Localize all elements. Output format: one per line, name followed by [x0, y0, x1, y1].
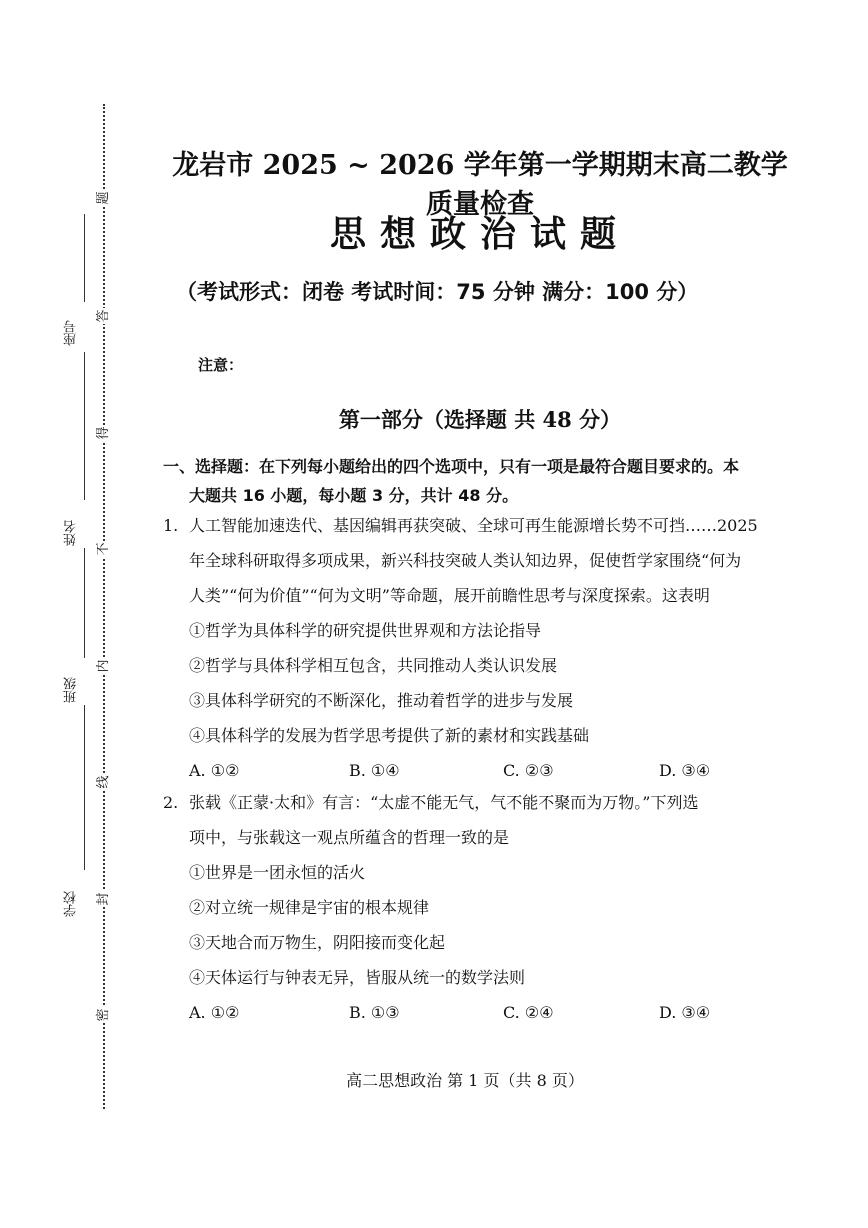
seal-dotted-line	[103, 104, 105, 1109]
seal-char: 答	[96, 309, 111, 323]
question-stem-line: 张载《正蒙·太和》有言：“太虚不能无气，气不能不聚而为万物。”下列选	[189, 793, 699, 812]
page-footer: 高二思想政治 第 1 页（共 8 页）	[346, 1071, 584, 1090]
name-label: 姓名	[64, 520, 79, 546]
question-number: 1.	[163, 516, 179, 535]
name-line	[84, 352, 85, 500]
section-line-2: 大题共 16 小题，每小题 3 分，共计 48 分。	[189, 486, 519, 505]
subject-title: 思想政治试题	[329, 214, 630, 255]
choice-a: A. ①②	[189, 1003, 240, 1022]
choice-d: D. ③④	[659, 761, 711, 780]
question-stem-line: 项中，与张载这一观点所蕴含的哲理一致的是	[189, 828, 510, 847]
seal-char: 题	[96, 191, 111, 205]
part-title: 第一部分（选择题 共 48 分）	[338, 407, 622, 432]
section-line-1: 一、选择题：在下列每小题给出的四个选项中，只有一项是最符合题目要求的。本	[163, 457, 740, 476]
seal-char: 得	[96, 426, 111, 440]
class-line	[84, 548, 85, 658]
seal-char: 不	[96, 542, 111, 556]
statement-option: ③天地合而万物生，阴阳接而变化起	[189, 933, 446, 952]
section-instructions	[163, 452, 803, 510]
exam-title: 龙岩市 2025 ~ 2026 学年第一学期期末高二教学质量检查	[172, 150, 788, 220]
school-label: 学校	[64, 891, 79, 917]
seal-char: 密	[96, 1008, 111, 1022]
choice-c: C. ②③	[503, 761, 554, 780]
statement-option: ①哲学为具体科学的研究提供世界观和方法论指导	[189, 621, 542, 640]
question-stem-line: 年全球科研取得多项成果，新兴科技突破人类认知边界，促使哲学家围绕“何为	[189, 551, 742, 570]
question-stem-line: 人类”“何为价值”“何为文明”等命题，展开前瞻性思考与深度探索。这表明	[189, 586, 710, 605]
choice-b: B. ①④	[349, 761, 400, 780]
choice-c: C. ②④	[503, 1003, 554, 1022]
choice-d: D. ③④	[659, 1003, 711, 1022]
seat-number-label: 座号	[64, 320, 79, 346]
class-label: 班级	[64, 677, 79, 703]
question-number: 2.	[163, 793, 179, 812]
seal-char: 封	[96, 892, 111, 906]
seat-number-line	[84, 214, 85, 302]
choice-a: A. ①②	[189, 761, 240, 780]
seal-char: 内	[96, 659, 111, 673]
statement-option: ③具体科学研究的不断深化，推动着哲学的进步与发展	[189, 691, 574, 710]
statement-option: ②对立统一规律是宇宙的根本规律	[189, 898, 430, 917]
question-2	[163, 785, 803, 1030]
question-1	[163, 508, 803, 788]
statement-option: ②哲学与具体科学相互包含，共同推动人类认识发展	[189, 656, 558, 675]
note-label: 注意：	[198, 356, 244, 374]
statement-option: ①世界是一团永恒的活火	[189, 863, 366, 882]
answer-choices	[189, 995, 803, 1030]
seal-char: 线	[96, 775, 111, 789]
statement-option: ④具体科学的发展为哲学思考提供了新的素材和实践基础	[189, 726, 590, 745]
answer-choices	[189, 753, 803, 788]
question-stem-line: 人工智能加速迭代、基因编辑再获突破、全球可再生能源增长势不可挡……2025	[189, 516, 758, 535]
statement-option: ④天体运行与钟表无异，皆服从统一的数学法则	[189, 968, 526, 987]
exam-info: （考试形式：闭卷 考试时间：75 分钟 满分：100 分）	[176, 280, 699, 304]
choice-b: B. ①③	[349, 1003, 400, 1022]
school-line	[84, 705, 85, 870]
